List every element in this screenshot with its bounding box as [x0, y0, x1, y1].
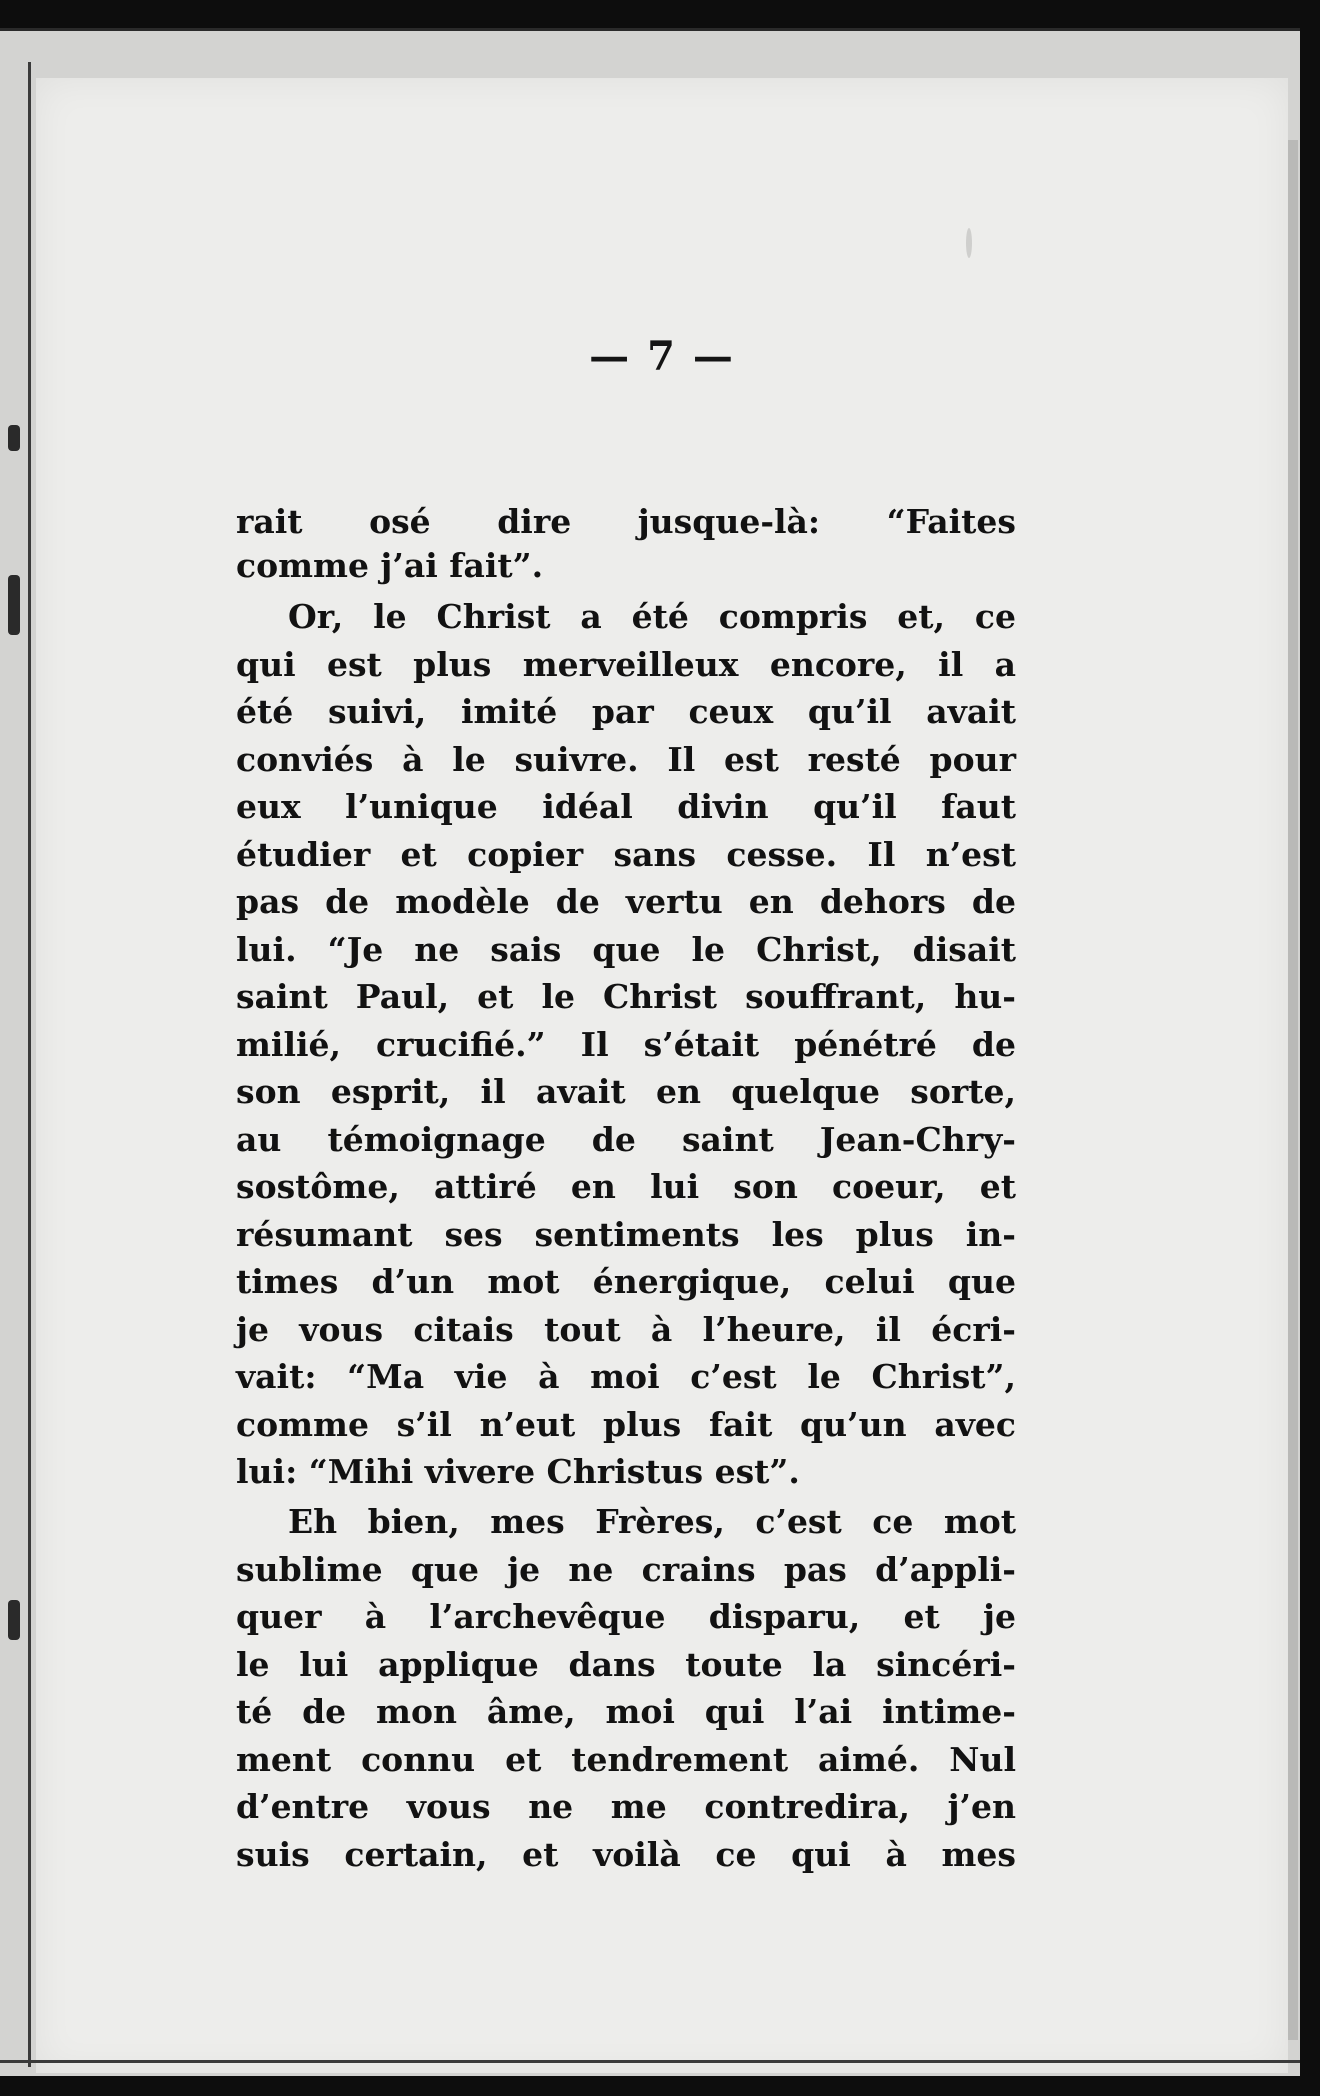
text-line: comme s’il n’eut plus fait qu’un avec: [236, 1405, 1016, 1444]
text-line: au témoignage de saint Jean-Chry-: [236, 1120, 1016, 1159]
text-line: étudier et copier sans cesse. Il n’est: [236, 835, 1016, 874]
text-line: times d’un mot énergique, celui que: [236, 1262, 1016, 1301]
text-line: sublime que je ne crains pas d’appli-: [236, 1550, 1016, 1589]
text-line: milié, crucifié.” Il s’était pénétré de: [236, 1025, 1016, 1064]
paper-smudge: [966, 228, 972, 258]
binding-line: [28, 62, 31, 2067]
text-line: son esprit, il avait en quelque sorte,: [236, 1072, 1016, 1111]
text-line: je vous citais tout à l’heure, il écri-: [236, 1310, 1016, 1349]
page-number: — 7 —: [589, 333, 735, 380]
text-line: le lui applique dans toute la sincéri-: [236, 1645, 1016, 1684]
text-line: té de mon âme, moi qui l’ai intime-: [236, 1692, 1016, 1731]
text-line: suis certain, et voilà ce qui à mes: [236, 1835, 1016, 1874]
binding-mark: [8, 1600, 20, 1640]
text-line: conviés à le suivre. Il est resté pour: [236, 740, 1016, 779]
text-line: Eh bien, mes Frères, c’est ce mot: [288, 1502, 1016, 1541]
text-line: saint Paul, et le Christ souffrant, hu-: [236, 977, 1016, 1016]
text-line: comme j’ai fait”.: [236, 546, 544, 585]
text-line: sostôme, attiré en lui son coeur, et: [236, 1167, 1016, 1206]
text-line: quer à l’archevêque disparu, et je: [236, 1597, 1016, 1636]
book-page: [36, 78, 1288, 2073]
text-line: été suivi, imité par ceux qu’il avait: [236, 692, 1016, 731]
text-line: lui. “Je ne sais que le Christ, disait: [236, 930, 1016, 969]
text-line: eux l’unique idéal divin qu’il faut: [236, 787, 1016, 826]
text-line: qui est plus merveilleux encore, il a: [236, 645, 1016, 684]
text-line: ment connu et tendrement aimé. Nul: [236, 1740, 1016, 1779]
text-line: résumant ses sentiments les plus in-: [236, 1215, 1016, 1254]
text-line: vait: “Ma vie à moi c’est le Christ”,: [236, 1357, 1016, 1396]
bottom-edge-line: [0, 2060, 1300, 2063]
text-line: Or, le Christ a été compris et, ce: [288, 597, 1016, 636]
text-line: d’entre vous ne me contredira, j’en: [236, 1787, 1016, 1826]
text-line: rait osé dire jusque-là: “Faites: [236, 502, 1016, 541]
text-line: pas de modèle de vertu en dehors de: [236, 882, 1016, 921]
page-edge: [1288, 140, 1298, 2040]
text-line: lui: “Mihi vivere Christus est”.: [236, 1452, 800, 1491]
binding-mark: [8, 575, 20, 635]
binding-mark: [8, 425, 20, 451]
